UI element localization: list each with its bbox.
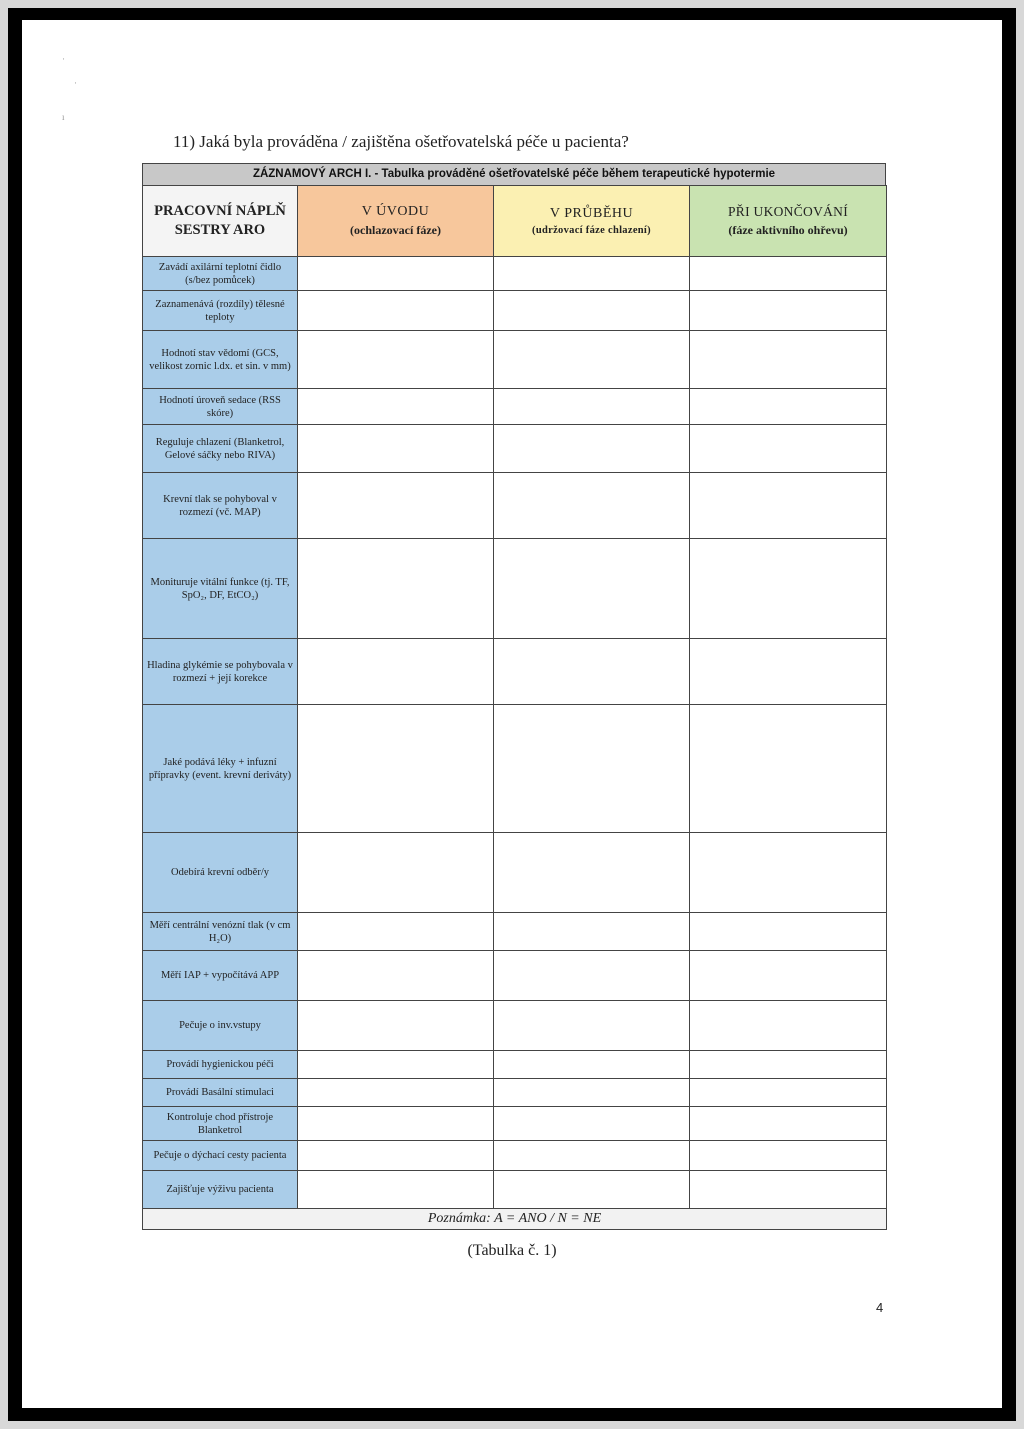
task-label: Měří centrální venózní tlak (v cm H₂O): [143, 913, 298, 951]
task-label: Zajišťuje výživu pacienta: [143, 1171, 298, 1209]
task-label: Monituruje vitální funkce (tj. TF, SpO₂, DF, EtCO₂): [143, 539, 298, 639]
entry-cell-intro[interactable]: [298, 1001, 494, 1051]
scan-frame: [8, 8, 1016, 1421]
entry-cell-intro[interactable]: [298, 951, 494, 1001]
task-label: Hodnotí stav vědomí (GCS, velikost zornic l.dx. et sin. v mm): [143, 331, 298, 389]
table-row: [143, 425, 887, 473]
task-label: Kontroluje chod přístroje Blanketrol: [143, 1107, 298, 1141]
entry-cell-end[interactable]: [690, 913, 887, 951]
task-label: Jaké podává léky + infuzní přípravky (event. krevní deriváty): [143, 705, 298, 833]
task-label: Provádí Basální stimulaci: [143, 1079, 298, 1107]
care-table: [142, 185, 887, 1230]
page-number: 4: [876, 1300, 884, 1315]
entry-cell-intro[interactable]: [298, 331, 494, 389]
entry-cell-during[interactable]: [494, 1171, 690, 1209]
entry-cell-end[interactable]: [690, 257, 887, 291]
entry-cell-during[interactable]: [494, 257, 690, 291]
entry-cell-intro[interactable]: [298, 639, 494, 705]
entry-cell-during[interactable]: [494, 951, 690, 1001]
entry-cell-intro[interactable]: [298, 705, 494, 833]
question-heading: 11) Jaká byla prováděna / zajištěna ošetřovatelská péče u pacienta?: [173, 132, 629, 151]
entry-cell-during[interactable]: [494, 1141, 690, 1171]
column-header-intro: [298, 186, 494, 257]
table-row: [143, 1051, 887, 1079]
task-label: Provádí hygienickou péči: [143, 1051, 298, 1079]
table-row: [143, 539, 887, 639]
table-row: [143, 833, 887, 913]
entry-cell-end[interactable]: [690, 1051, 887, 1079]
entry-cell-intro[interactable]: [298, 473, 494, 539]
scan-speck: ·: [62, 54, 65, 64]
entry-cell-intro[interactable]: [298, 1051, 494, 1079]
care-record-table: [142, 163, 886, 1230]
table-row: [143, 705, 887, 833]
column-subtitle: (ochlazovací fáze): [350, 223, 441, 237]
entry-cell-intro[interactable]: [298, 539, 494, 639]
entry-cell-intro[interactable]: [298, 1107, 494, 1141]
task-label: Hladina glykémie se pohybovala v rozmezí + její korekce: [143, 639, 298, 705]
entry-cell-during[interactable]: [494, 639, 690, 705]
entry-cell-intro[interactable]: [298, 389, 494, 425]
table-row: [143, 1001, 887, 1051]
entry-cell-during[interactable]: [494, 473, 690, 539]
entry-cell-during[interactable]: [494, 331, 690, 389]
entry-cell-end[interactable]: [690, 331, 887, 389]
task-label: Zavádí axilární teplotní čidlo (s/bez pomůcek): [143, 257, 298, 291]
scan-speck: ı: [62, 112, 65, 122]
entry-cell-intro[interactable]: [298, 1141, 494, 1171]
table-row: [143, 473, 887, 539]
role-header: PRACOVNÍ NÁPLŇ SESTRY ARO: [143, 186, 298, 257]
table-row: [143, 257, 887, 291]
header-row: [143, 186, 887, 257]
entry-cell-during[interactable]: [494, 389, 690, 425]
column-header-end: [690, 186, 887, 257]
entry-cell-during[interactable]: [494, 425, 690, 473]
entry-cell-during[interactable]: [494, 913, 690, 951]
table-row: [143, 639, 887, 705]
note-row: [143, 1209, 887, 1230]
entry-cell-end[interactable]: [690, 473, 887, 539]
table-row: [143, 1107, 887, 1141]
column-header-during: [494, 186, 690, 257]
table-row: [143, 951, 887, 1001]
entry-cell-end[interactable]: [690, 833, 887, 913]
entry-cell-end[interactable]: [690, 705, 887, 833]
scan-speck: ·: [74, 78, 77, 88]
entry-cell-intro[interactable]: [298, 425, 494, 473]
task-label: Pečuje o inv.vstupy: [143, 1001, 298, 1051]
entry-cell-end[interactable]: [690, 1079, 887, 1107]
table-label: (Tabulka č. 1): [467, 1242, 557, 1259]
task-label: Pečuje o dýchací cesty pacienta: [143, 1141, 298, 1171]
column-title: V PRŮBĚHU: [549, 206, 634, 221]
entry-cell-intro[interactable]: [298, 257, 494, 291]
entry-cell-intro[interactable]: [298, 1171, 494, 1209]
entry-cell-during[interactable]: [494, 1051, 690, 1079]
table-row: [143, 1171, 887, 1209]
entry-cell-end[interactable]: [690, 425, 887, 473]
entry-cell-intro[interactable]: [298, 291, 494, 331]
task-label: Zaznamenává (rozdíly) tělesné teploty: [143, 291, 298, 331]
entry-cell-end[interactable]: [690, 1107, 887, 1141]
entry-cell-during[interactable]: [494, 1107, 690, 1141]
column-title: V ÚVODU: [361, 204, 430, 219]
entry-cell-during[interactable]: [494, 1079, 690, 1107]
task-label: Hodnotí úroveň sedace (RSS skóre): [143, 389, 298, 425]
column-subtitle: (udržovací fáze chlazení): [532, 225, 651, 236]
task-label: Reguluje chlazení (Blanketrol, Gelové sáčky nebo RIVA): [143, 425, 298, 473]
entry-cell-end[interactable]: [690, 1001, 887, 1051]
table-body: [143, 257, 887, 1209]
entry-cell-during[interactable]: [494, 539, 690, 639]
column-title: PŘI UKONČOVÁNÍ: [727, 204, 849, 219]
entry-cell-end[interactable]: [690, 291, 887, 331]
entry-cell-during[interactable]: [494, 833, 690, 913]
task-label: Krevní tlak se pohyboval v rozmezí (vč. MAP): [143, 473, 298, 539]
entry-cell-intro[interactable]: [298, 1079, 494, 1107]
entry-cell-during[interactable]: [494, 291, 690, 331]
column-subtitle: (fáze aktivního ohřevu): [728, 223, 848, 237]
task-label: Odebírá krevní odběr/y: [143, 833, 298, 913]
entry-cell-end[interactable]: [690, 951, 887, 1001]
table-row: [143, 389, 887, 425]
table-row: [143, 1141, 887, 1171]
entry-cell-end[interactable]: [690, 539, 887, 639]
table-caption: ZÁZNAMOVÝ ARCH I. - Tabulka prováděné ošetřovatelské péče během terapeutické hypotermie: [142, 163, 886, 185]
entry-cell-end[interactable]: [690, 639, 887, 705]
entry-cell-end[interactable]: [690, 389, 887, 425]
table-row: [143, 291, 887, 331]
entry-cell-intro[interactable]: [298, 913, 494, 951]
entry-cell-during[interactable]: [494, 1001, 690, 1051]
table-row: [143, 1079, 887, 1107]
entry-cell-end[interactable]: [690, 1171, 887, 1209]
entry-cell-intro[interactable]: [298, 833, 494, 913]
table-row: [143, 913, 887, 951]
task-label: Měří IAP + vypočítává APP: [143, 951, 298, 1001]
entry-cell-end[interactable]: [690, 1141, 887, 1171]
entry-cell-during[interactable]: [494, 705, 690, 833]
table-row: [143, 331, 887, 389]
document-page: [22, 20, 1002, 1408]
table-note: Poznámka: A = ANO / N = NE: [143, 1209, 887, 1230]
